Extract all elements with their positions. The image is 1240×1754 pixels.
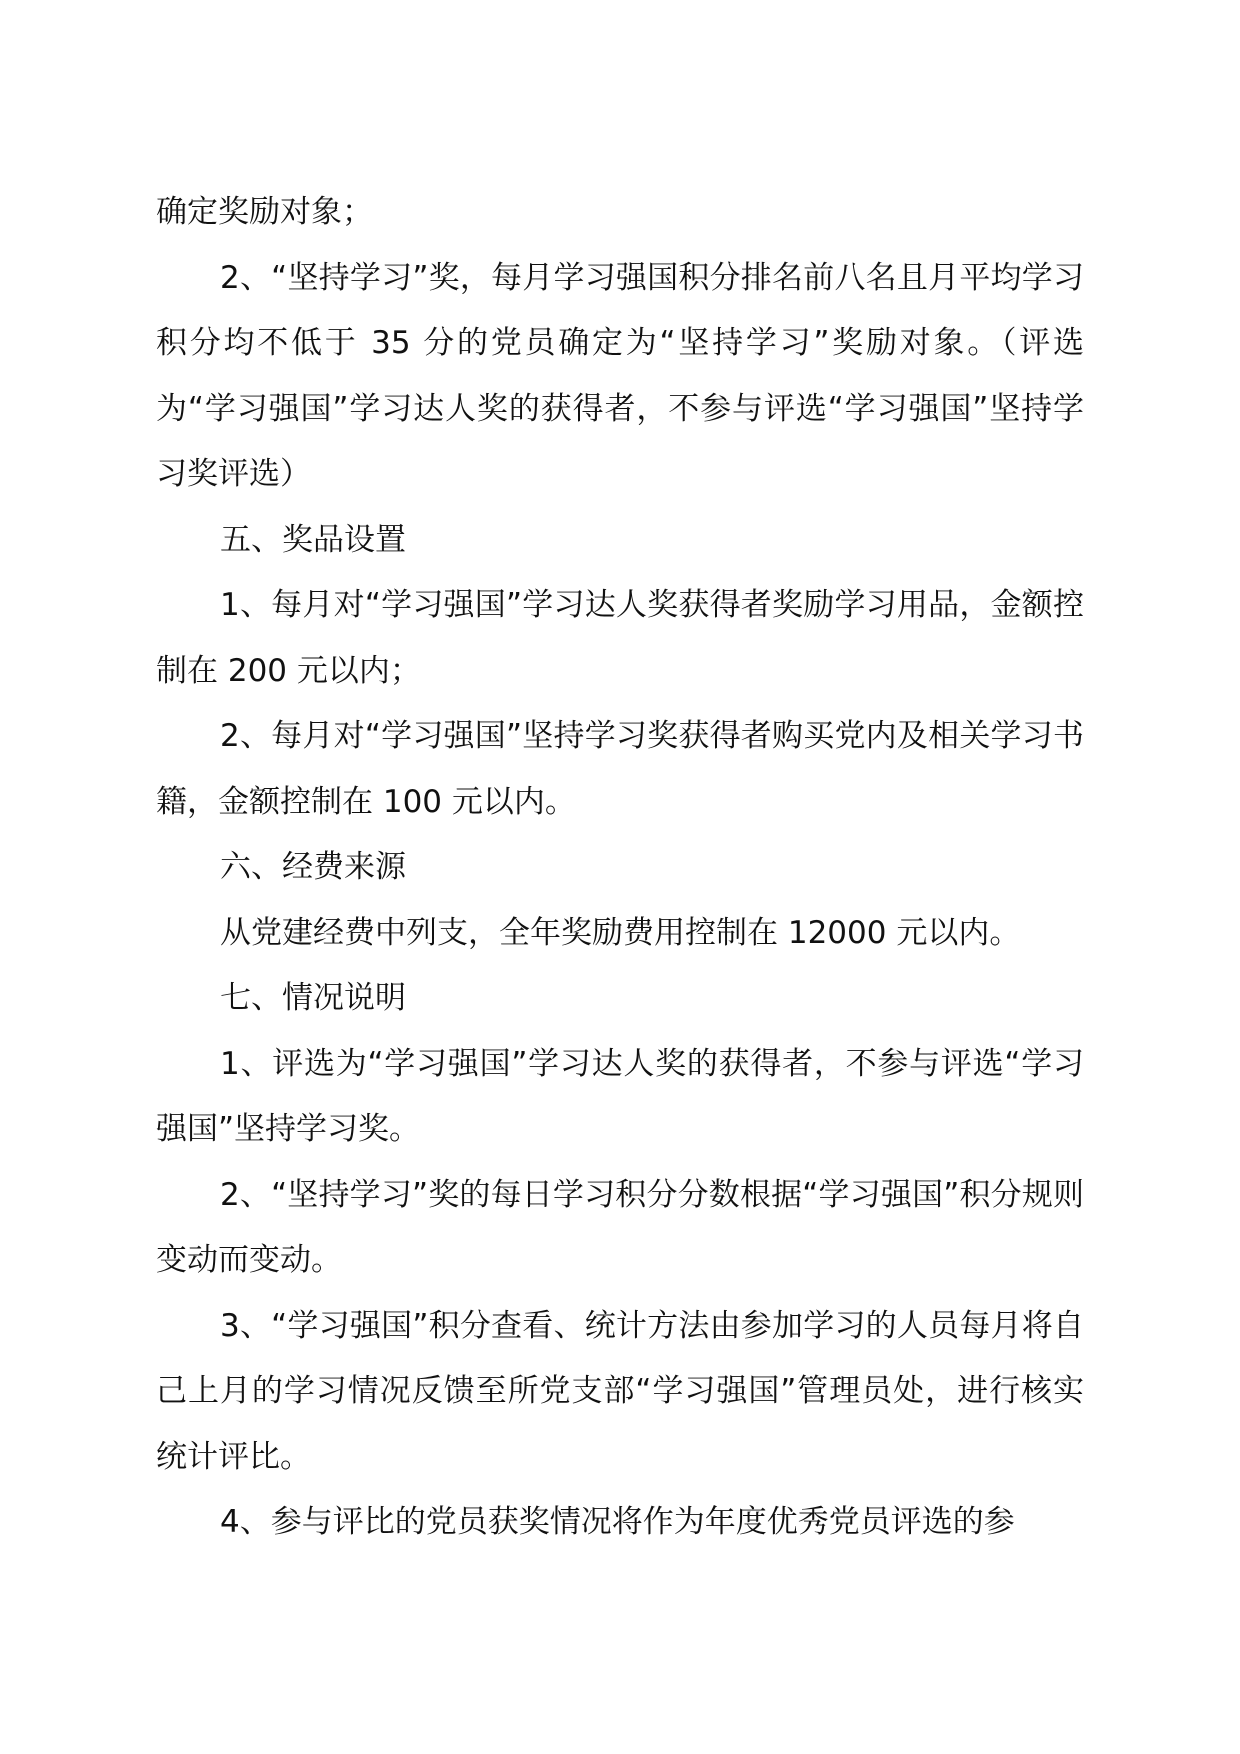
- paragraph-award-target-end: 确定奖励对象；: [156, 194, 373, 230]
- document-body: [156, 180, 1084, 1556]
- heading-prize-setting: 五、奖品设置: [220, 521, 406, 558]
- paragraph-prize-2: 2、每月对“学习强国”坚持学习奖获得者购买党内及相关学习书籍，金额控制在 100 元以内。: [156, 718, 1084, 820]
- paragraph-note-2: 2、“坚持学习”奖的每日学习积分分数根据“学习强国”积分规则变动而变动。: [156, 1176, 1084, 1278]
- paragraph-funding: 从党建经费中列支，全年奖励费用控制在 12000 元以内。: [220, 914, 1021, 951]
- paragraph-prize-1: 1、每月对“学习强国”学习达人奖获得者奖励学习用品，金额控制在 200 元以内；: [156, 587, 1084, 689]
- heading-funding-source: 六、经费来源: [220, 849, 406, 885]
- heading-notes: 七、情况说明: [220, 980, 406, 1016]
- paragraph-note-1: 1、评选为“学习强国”学习达人奖的获得者，不参与评选“学习强国”坚持学习奖。: [156, 1045, 1084, 1147]
- paragraph-persistence-award: 2、“坚持学习”奖，每月学习强国积分排名前八名且月平均学习积分均不低于 35 分的党员确定为“坚持学习”奖励对象。（评选为“学习强国”学习达人奖的获得者，不参与评选“学习强国”坚持学习奖评选）: [156, 259, 1084, 492]
- paragraph-note-4: 4、参与评比的党员获奖情况将作为年度优秀党员评选的参: [220, 1504, 1015, 1540]
- paragraph-note-3: 3、“学习强国”积分查看、统计方法由参加学习的人员每月将自己上月的学习情况反馈至所党支部“学习强国”管理员处，进行核实统计评比。: [156, 1307, 1084, 1475]
